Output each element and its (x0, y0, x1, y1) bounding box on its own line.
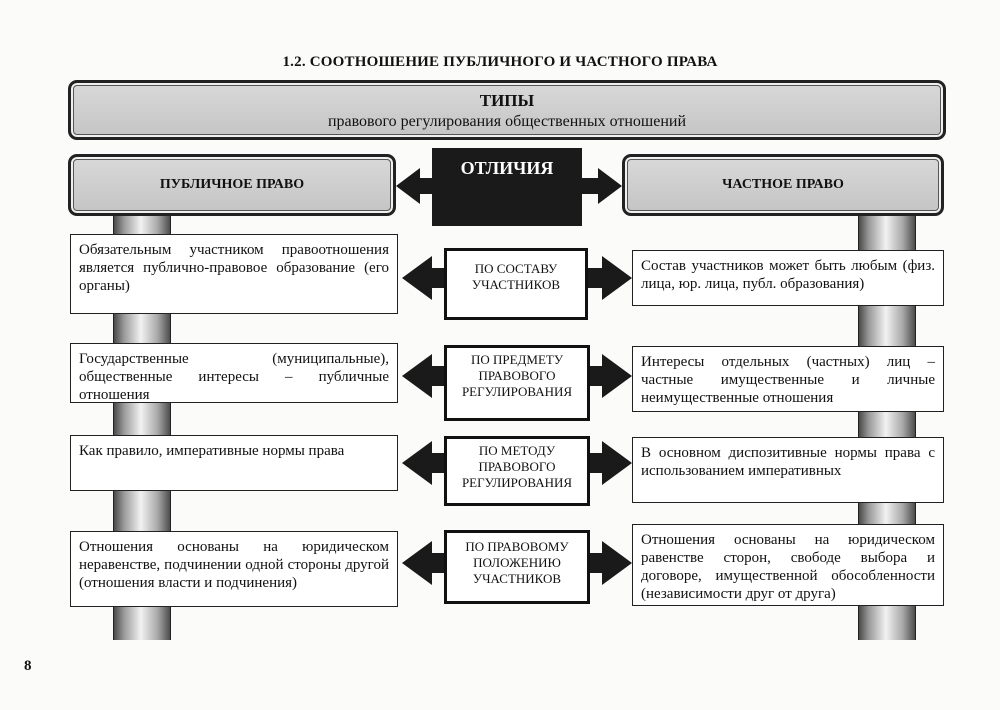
row-3-arrow-right (590, 441, 632, 485)
row-4-criterion: ПО ПРАВОВОМУ ПОЛОЖЕНИЮ УЧАСТНИКОВ (444, 530, 590, 604)
row-1-public-text: Обязательным участником правоотношения является публично-правовое образование (его органы) (70, 234, 398, 314)
row-2-arrow-right (590, 354, 632, 398)
row-4-public-text: Отношения основаны на юридическом неравенстве, подчинении одной стороны другой (отношения власти и подчинения) (70, 531, 398, 607)
types-subtitle: правового регулирования общественных отношений (327, 113, 687, 130)
header-arrow-left (396, 168, 432, 204)
row-4-arrow-left (402, 541, 444, 585)
page-number: 8 (24, 658, 32, 674)
row-3-criterion: ПО МЕТОДУ ПРАВОВОГО РЕГУЛИРОВАНИЯ (444, 436, 590, 506)
header-arrow-right (582, 168, 622, 204)
row-1-private-text: Состав участников может быть любым (физ. лица, юр. лица, публ. образования) (632, 250, 944, 306)
row-1-criterion: ПО СОСТАВУ УЧАСТНИКОВ (444, 248, 588, 320)
differences-box: ОТЛИЧИЯ (432, 148, 582, 226)
row-1-arrow-right (588, 256, 632, 300)
row-4-private-text: Отношения основаны на юридическом равенстве сторон, свободе выбора и договоре, имущественной обособленности (независимости друг от друга) (632, 524, 944, 606)
row-3-arrow-left (402, 441, 444, 485)
types-title: ТИПЫ (479, 91, 535, 110)
row-4-arrow-right (590, 541, 632, 585)
row-2-private-text: Интересы отдельных (частных) лиц – частные имущественные и личные неимущественные отношения (632, 346, 944, 412)
row-2-public-text: Государственные (муниципальные), общественные интересы – публичные отношения (70, 343, 398, 403)
page-title: 1.2. СООТНОШЕНИЕ ПУБЛИЧНОГО И ЧАСТНОГО ПРАВА (282, 54, 718, 70)
row-3-private-text: В основном диспозитивные нормы права с использованием императивных (632, 437, 944, 503)
private-law-label: ЧАСТНОЕ ПРАВО (722, 177, 844, 192)
row-3-public-text: Как правило, императивные нормы права (70, 435, 398, 491)
public-law-label: ПУБЛИЧНОЕ ПРАВО (159, 177, 305, 192)
row-2-arrow-left (402, 354, 444, 398)
row-1-arrow-left (402, 256, 444, 300)
row-2-criterion: ПО ПРЕДМЕТУ ПРАВОВОГО РЕГУЛИРОВАНИЯ (444, 345, 590, 421)
